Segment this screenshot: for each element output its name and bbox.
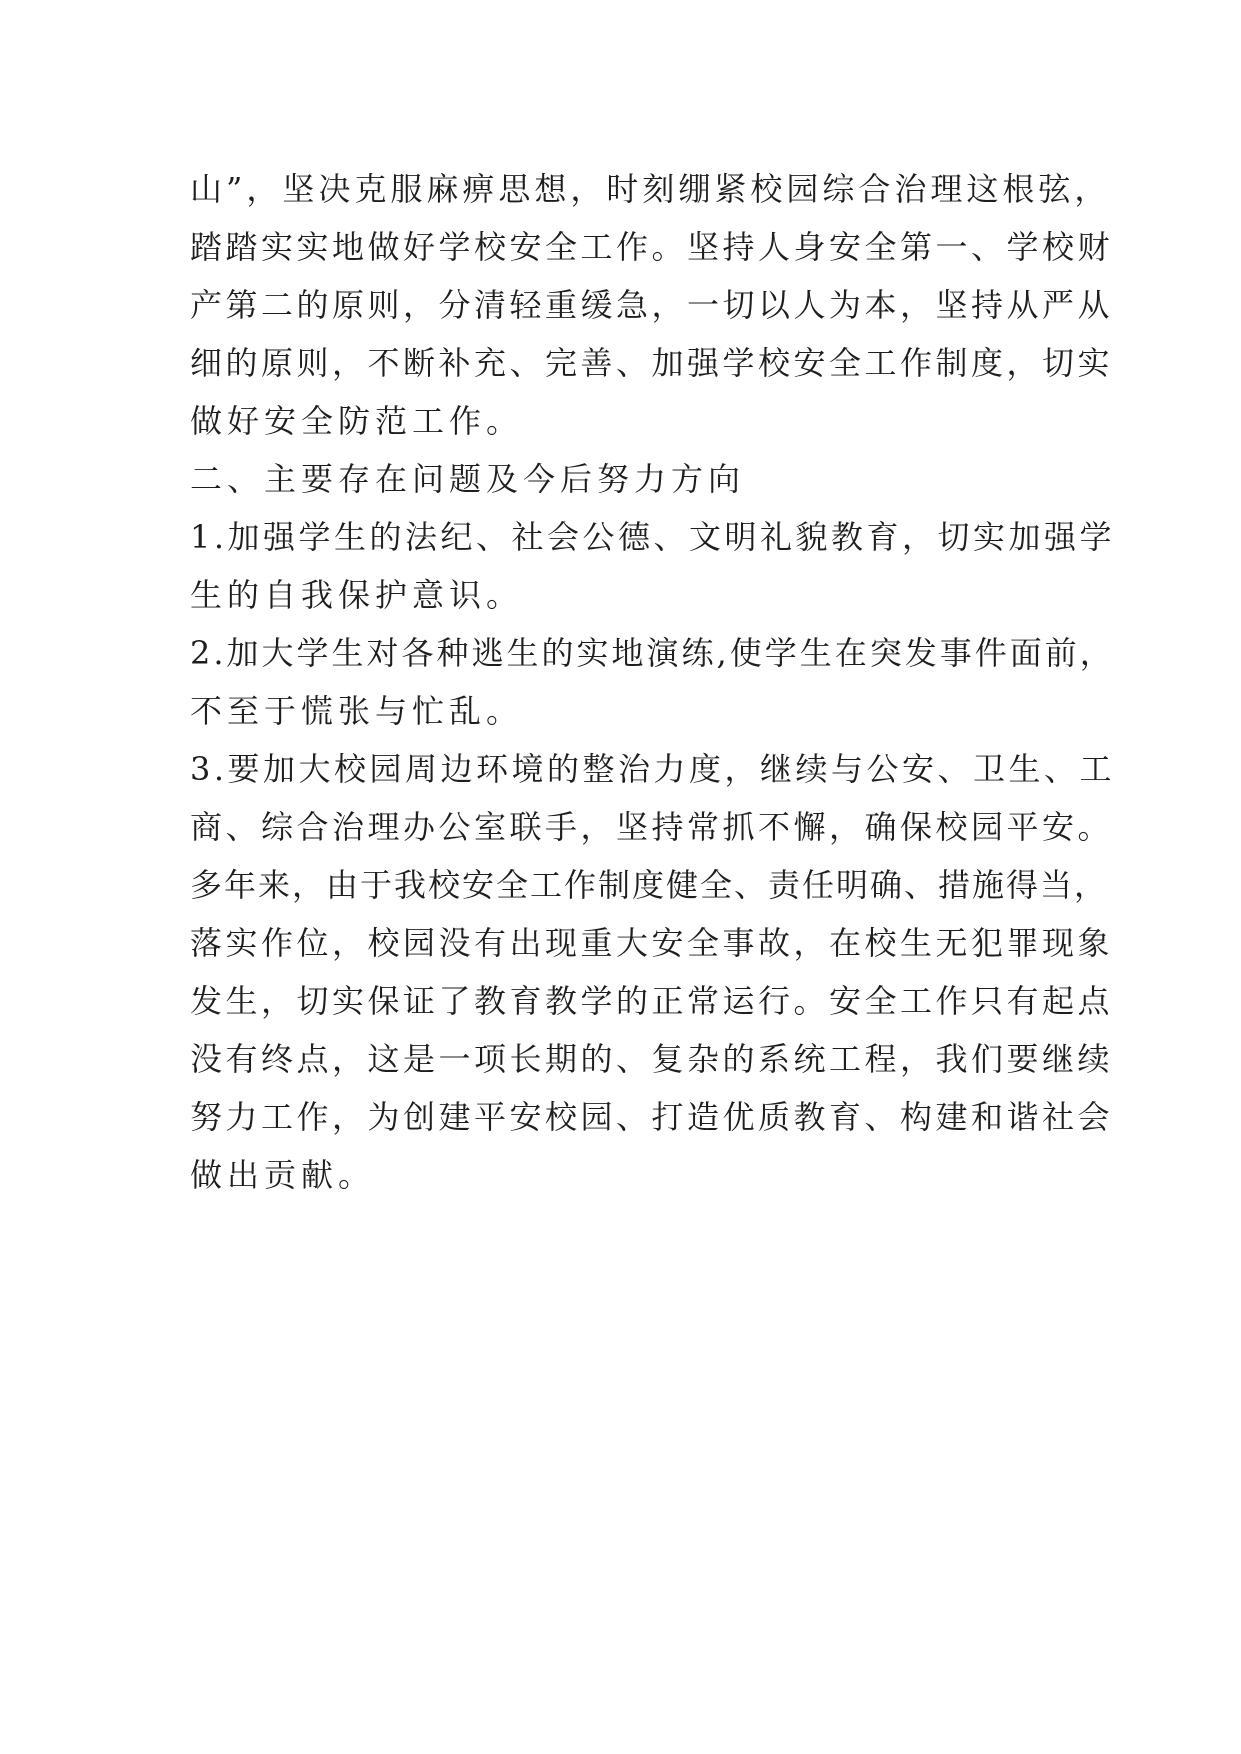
text-line: 细的原则，不断补充、完善、加强学校安全工作制度，切实 (190, 344, 1114, 382)
text-line: 做出贡献。 (190, 1156, 376, 1194)
text-line: 产第二的原则，分清轻重缓急，一切以人为本，坚持从严从 (190, 286, 1114, 324)
text-line: 生的自我保护意识。 (190, 576, 524, 614)
text-line: 发生，切实保证了教育教学的正常运行。安全工作只有起点 (190, 982, 1114, 1020)
text-line: 努力工作，为创建平安校园、打造优质教育、构建和谐社会 (190, 1098, 1114, 1136)
document-body (190, 160, 1116, 1204)
list-item-3: 3.要加大校园周边环境的整治力度，继续与公安、卫生、工 (190, 750, 1116, 788)
text-line: 商、综合治理办公室联手，坚持常抓不懈，确保校园平安。 (190, 808, 1114, 846)
text-line: 没有终点，这是一项长期的、复杂的系统工程，我们要继续 (190, 1040, 1114, 1078)
text-line: 做好安全防范工作。 (190, 402, 524, 440)
text-line: 踏踏实实地做好学校安全工作。坚持人身安全第一、学校财 (190, 228, 1114, 266)
list-item-2: 2.加大学生对各种逃生的实地演练,使学生在突发事件面前， (190, 634, 1115, 672)
text-line: 山”，坚决克服麻痹思想，时刻绷紧校园综合治理这根弦， (190, 170, 1111, 208)
text-line: 落实作位，校园没有出现重大安全事故，在校生无犯罪现象 (190, 924, 1114, 962)
text-line: 不至于慌张与忙乱。 (190, 692, 524, 730)
text-line: 多年来，由于我校安全工作制度健全、责任明确、措施得当， (190, 866, 1109, 904)
section-heading: 二、主要存在问题及今后努力方向 (190, 460, 746, 498)
list-item-1: 1.加强学生的法纪、社会公德、文明礼貌教育，切实加强学 (190, 518, 1116, 556)
